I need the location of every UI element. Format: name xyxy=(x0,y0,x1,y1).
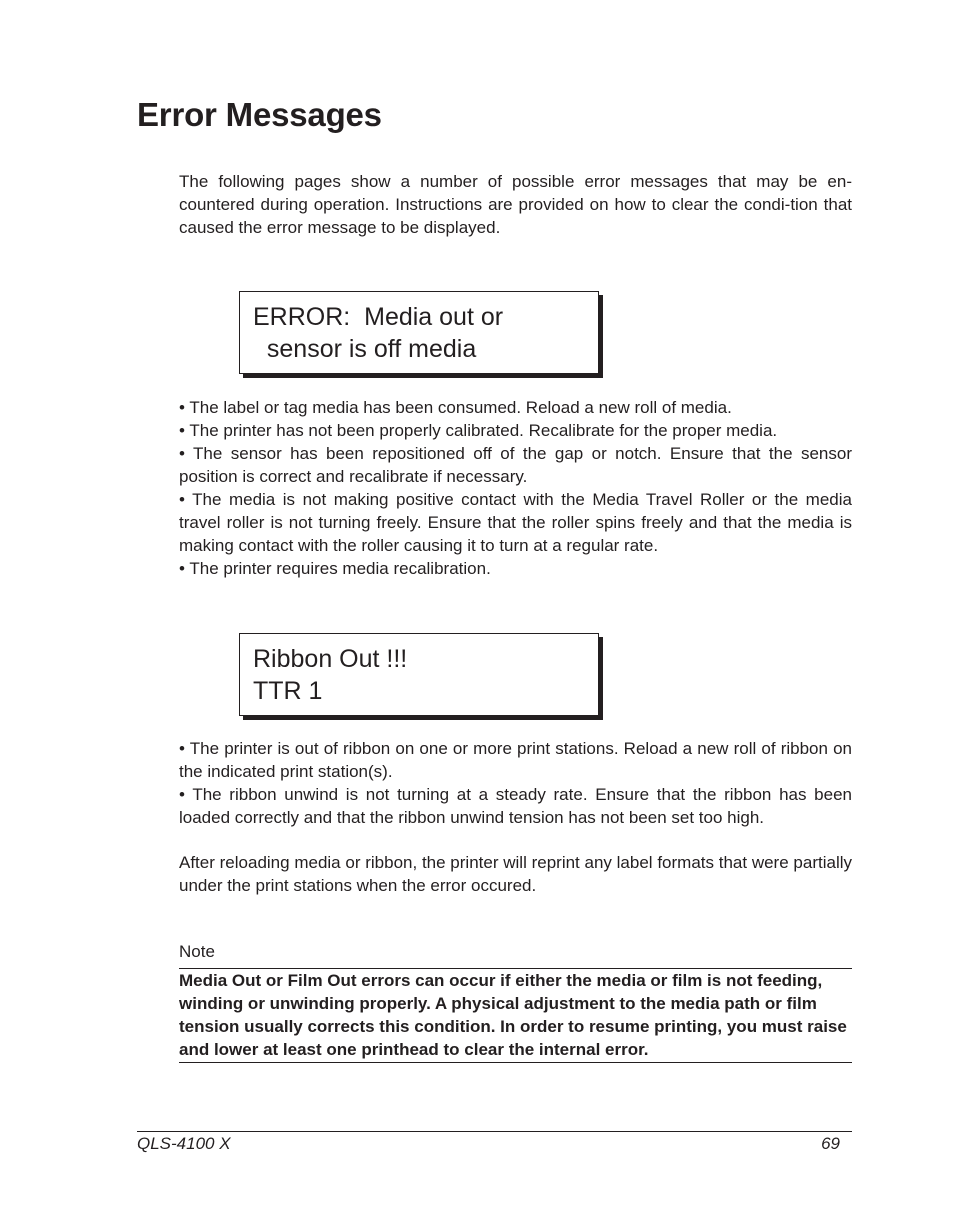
media-error-display xyxy=(239,291,599,374)
footer-page-number: 69 xyxy=(821,1134,840,1153)
footer-divider xyxy=(137,1131,852,1132)
media-cause-item: • The sensor has been repositioned off of the gap or notch. Ensure that the sensor position is correct and recalibrate if necessary. xyxy=(179,444,852,486)
media-error-line-2: sensor is off media xyxy=(253,335,477,363)
after-reload-text: After reloading media or ribbon, the printer will reprint any label formats that were partially under the print stations when the error occured. xyxy=(179,853,852,895)
after-reload-paragraph xyxy=(179,851,852,897)
media-cause-item: • The printer requires media recalibration. xyxy=(179,559,491,578)
media-cause-item: • The printer has not been properly calibrated. Recalibrate for the proper media. xyxy=(179,421,778,440)
ribbon-error-line-1: Ribbon Out !!! xyxy=(253,645,408,673)
media-cause-item: • The label or tag media has been consumed. Reload a new roll of media. xyxy=(179,398,732,417)
intro-text: The following pages show a number of possible error messages that may be en-countered during operation. Instructions are provided on how to clear the condi-tion that caused the error message to be displayed. xyxy=(179,172,852,237)
ribbon-cause-item: • The ribbon unwind is not turning at a steady rate. Ensure that the ribbon has been loaded correctly and that the ribbon unwind tension has not been set too high. xyxy=(179,785,852,827)
ribbon-error-causes xyxy=(179,737,852,829)
media-cause-item: • The media is not making positive contact with the Media Travel Roller or the media travel roller is not turning freely. Ensure that the roller spins freely and that the media is making contact with the roller causing it to turn at a regular rate. xyxy=(179,490,852,555)
note-label: Note xyxy=(179,942,215,961)
note-body: Media Out or Film Out errors can occur if either the media or film is not feeding, winding or unwinding properly. A physical adjustment to the media path or film tension usually corrects this condition. In order to resume printing, you must raise and lower at least one printhead to clear the internal error. xyxy=(179,968,852,1063)
footer-model: QLS-4100 X xyxy=(137,1134,231,1153)
ribbon-cause-item: • The printer is out of ribbon on one or more print stations. Reload a new roll of ribbon on the indicated print station(s). xyxy=(179,739,852,781)
page-title: Error Messages xyxy=(137,96,382,133)
ribbon-error-line-2: TTR 1 xyxy=(253,677,323,705)
media-error-causes xyxy=(179,396,852,580)
media-error-line-1: ERROR: Media out or xyxy=(253,303,504,331)
intro-paragraph xyxy=(179,170,852,239)
ribbon-error-display xyxy=(239,633,599,716)
